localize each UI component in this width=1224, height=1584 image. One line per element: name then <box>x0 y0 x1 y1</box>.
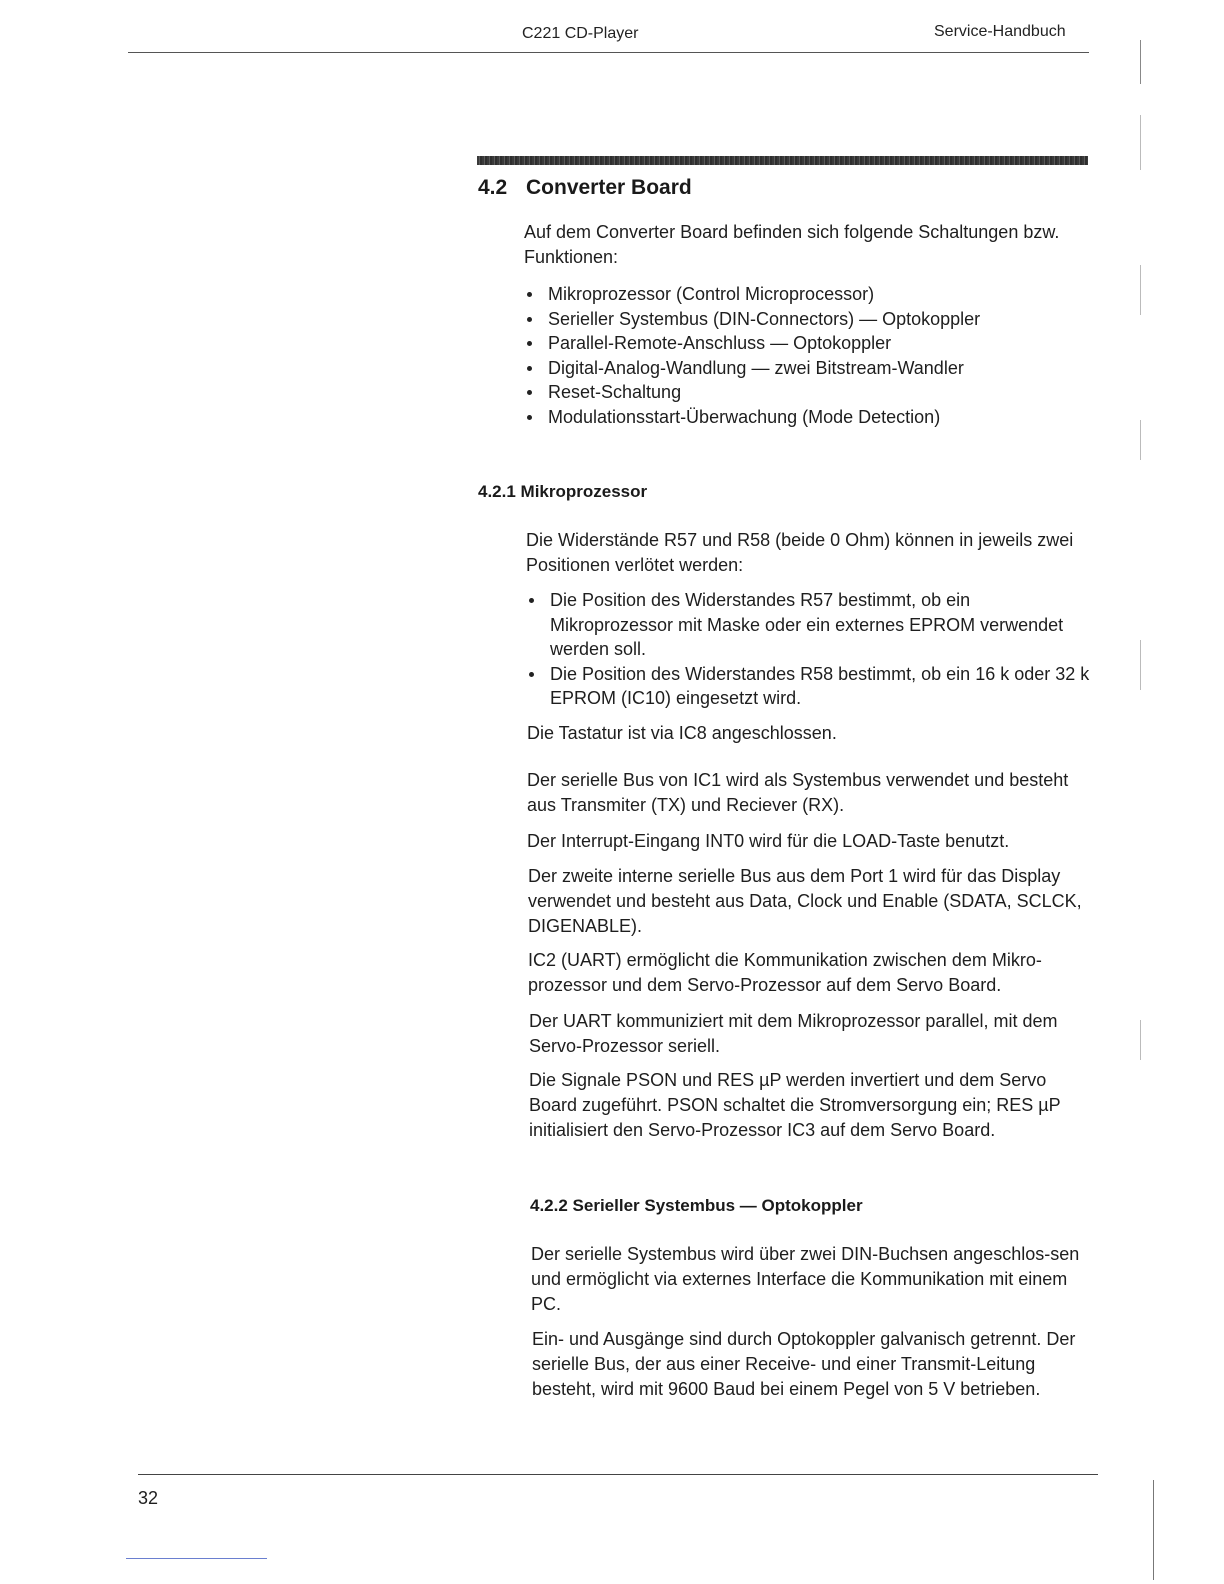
subsection-title: Serieller Systembus — Optokoppler <box>572 1196 863 1215</box>
sub1-p2: Der serielle Bus von IC1 wird als Systembus verwendet und besteht aus Transmiter (TX) und Reciever (RX). <box>527 770 1069 815</box>
section-bar <box>477 156 1088 165</box>
scan-artifact-line <box>126 1558 267 1559</box>
subsection-number: 4.2.2 <box>530 1196 568 1215</box>
sub1-p6: Der UART kommuniziert mit dem Mikroprozessor parallel, mit dem Servo-Prozessor seriell. <box>529 1011 1058 1056</box>
list-item: Reset-Schaltung <box>524 380 1084 405</box>
header-title: C221 CD-Player <box>522 25 639 42</box>
subsection-heading-systembus <box>530 1196 863 1216</box>
sub1-intro: Die Widerstände R57 und R58 (beide 0 Ohm) können in jeweils zwei Positionen verlötet werden: <box>526 530 1074 575</box>
section-bullet-list <box>524 282 1084 429</box>
list-item: Serieller Systembus (DIN-Connectors) — Optokoppler <box>524 307 1084 332</box>
scan-edge-mark <box>1140 420 1141 460</box>
header-manual-name: Service-Handbuch <box>934 23 1066 40</box>
section-number: 4.2 <box>478 176 508 199</box>
list-item: Mikroprozessor (Control Microprocessor) <box>524 282 1084 307</box>
list-item: Die Position des Widerstandes R57 bestimmt, ob ein Mikroprozessor mit Maske oder ein externes EPROM verwendet werden soll. <box>526 588 1091 662</box>
list-item: Parallel-Remote-Anschluss — Optokoppler <box>524 331 1084 356</box>
sub1-bullet-list <box>526 588 1091 711</box>
subsection-heading-mikroprozessor <box>478 482 647 502</box>
sub2-p1: Der serielle Systembus wird über zwei DIN-Buchsen angeschlos-sen und ermöglicht via externes Interface die Kommunikation mit einem PC. <box>531 1244 1080 1314</box>
list-item: Die Position des Widerstandes R58 bestimmt, ob ein 16 k oder 32 k EPROM (IC10) eingesetzt wird. <box>526 662 1091 711</box>
list-item: Modulationsstart-Überwachung (Mode Detection) <box>524 405 1084 430</box>
scan-edge-mark <box>1140 1020 1141 1060</box>
scan-edge-mark <box>1140 115 1141 170</box>
sub2-p2: Ein- und Ausgänge sind durch Optokoppler galvanisch getrennt. Der serielle Bus, der aus einer Receive- und einer Transmit-Leitung besteht, wird mit 9600 Baud bei einem Pegel von 5 V betrieben. <box>532 1329 1076 1399</box>
sub1-p3: Der Interrupt-Eingang INT0 wird für die LOAD-Taste benutzt. <box>527 831 1010 851</box>
page-number: 32 <box>138 1488 159 1508</box>
sub1-p7: Die Signale PSON und RES µP werden invertiert und dem Servo Board zugeführt. PSON schaltet die Stromversorgung ein; RES µP initialisiert den Servo-Prozessor IC3 auf dem Servo Board. <box>529 1070 1061 1140</box>
scan-edge-mark <box>1153 1480 1154 1580</box>
sub1-p5: IC2 (UART) ermöglicht die Kommunikation zwischen dem Mikro-prozessor und dem Servo-Prozessor auf dem Servo Board. <box>528 950 1042 995</box>
sub1-p1: Die Tastatur ist via IC8 angeschlossen. <box>527 723 837 743</box>
header-rule <box>128 52 1089 53</box>
subsection-title: Mikroprozessor <box>520 482 648 501</box>
scan-edge-mark <box>1140 40 1141 84</box>
section-intro: Auf dem Converter Board befinden sich folgende Schaltungen bzw. Funktionen: <box>524 222 1060 267</box>
list-item: Digital-Analog-Wandlung — zwei Bitstream-Wandler <box>524 356 1084 381</box>
subsection-number: 4.2.1 <box>478 482 516 501</box>
section-heading <box>478 176 692 200</box>
footer-rule <box>138 1474 1098 1475</box>
section-title: Converter Board <box>526 176 692 199</box>
sub1-p4: Der zweite interne serielle Bus aus dem Port 1 wird für das Display verwendet und besteht aus Data, Clock und Enable (SDATA, SCLCK, DIGENABLE). <box>528 866 1082 936</box>
scan-edge-mark <box>1140 640 1141 690</box>
scan-edge-mark <box>1140 265 1141 315</box>
